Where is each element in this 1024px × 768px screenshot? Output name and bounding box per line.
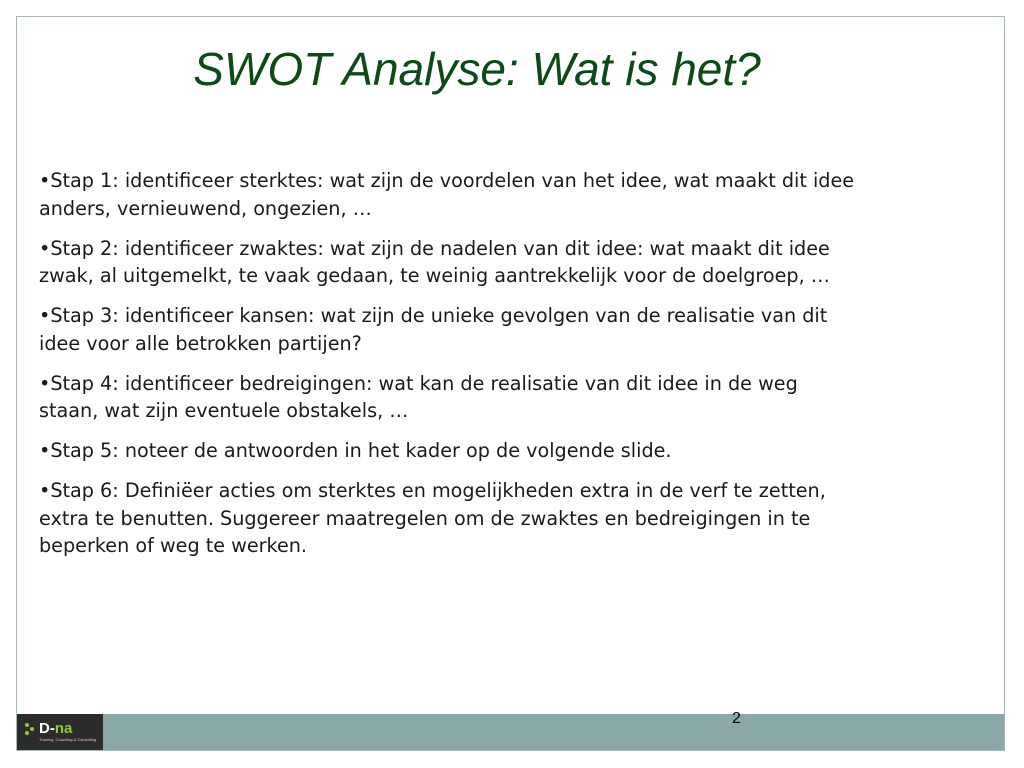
step-list	[39, 167, 861, 572]
page-number: 2	[732, 710, 741, 727]
logo-mark	[25, 721, 103, 737]
logo-name-accent: na	[54, 720, 73, 737]
slide	[16, 16, 1005, 751]
logo-dots-icon	[25, 722, 35, 736]
company-logo	[17, 714, 103, 750]
logo-wordmark	[39, 721, 72, 737]
slide-title: SWOT Analyse: Wat is het?	[193, 43, 761, 95]
step-1: •Stap 1: identificeer sterktes: wat zijn de voordelen van het idee, wat maakt dit idee anders, vernieuwend, ongezien, …	[39, 169, 855, 220]
step-5: •Stap 5: noteer de antwoorden in het kader op de volgende slide.	[39, 439, 672, 462]
step-3: •Stap 3: identificeer kansen: wat zijn de unieke gevolgen van de realisatie van dit idee voor alle betrokken partijen?	[39, 304, 828, 355]
step-6: •Stap 6: Definiëer acties om sterktes en mogelijkheden extra in de verf te zetten, extra te benutten. Suggereer maatregelen om de zwaktes en bedreigingen in te beperken of weg te werken.	[39, 479, 826, 557]
step-4: •Stap 4: identificeer bedreigingen: wat kan de realisatie van dit idee in de weg staan, wat zijn eventuele obstakels, …	[39, 371, 798, 422]
step-2: •Stap 2: identificeer zwaktes: wat zijn de nadelen van dit idee: wat maakt dit idee zwak, al uitgemelkt, te vaak gedaan, te weinig aantrekkelijk voor de doelgroep, …	[39, 236, 830, 287]
logo-name-main: D-	[39, 720, 55, 737]
footer-bar	[17, 714, 1004, 750]
logo-tagline: Training, Coaching & Consulting	[39, 737, 97, 742]
